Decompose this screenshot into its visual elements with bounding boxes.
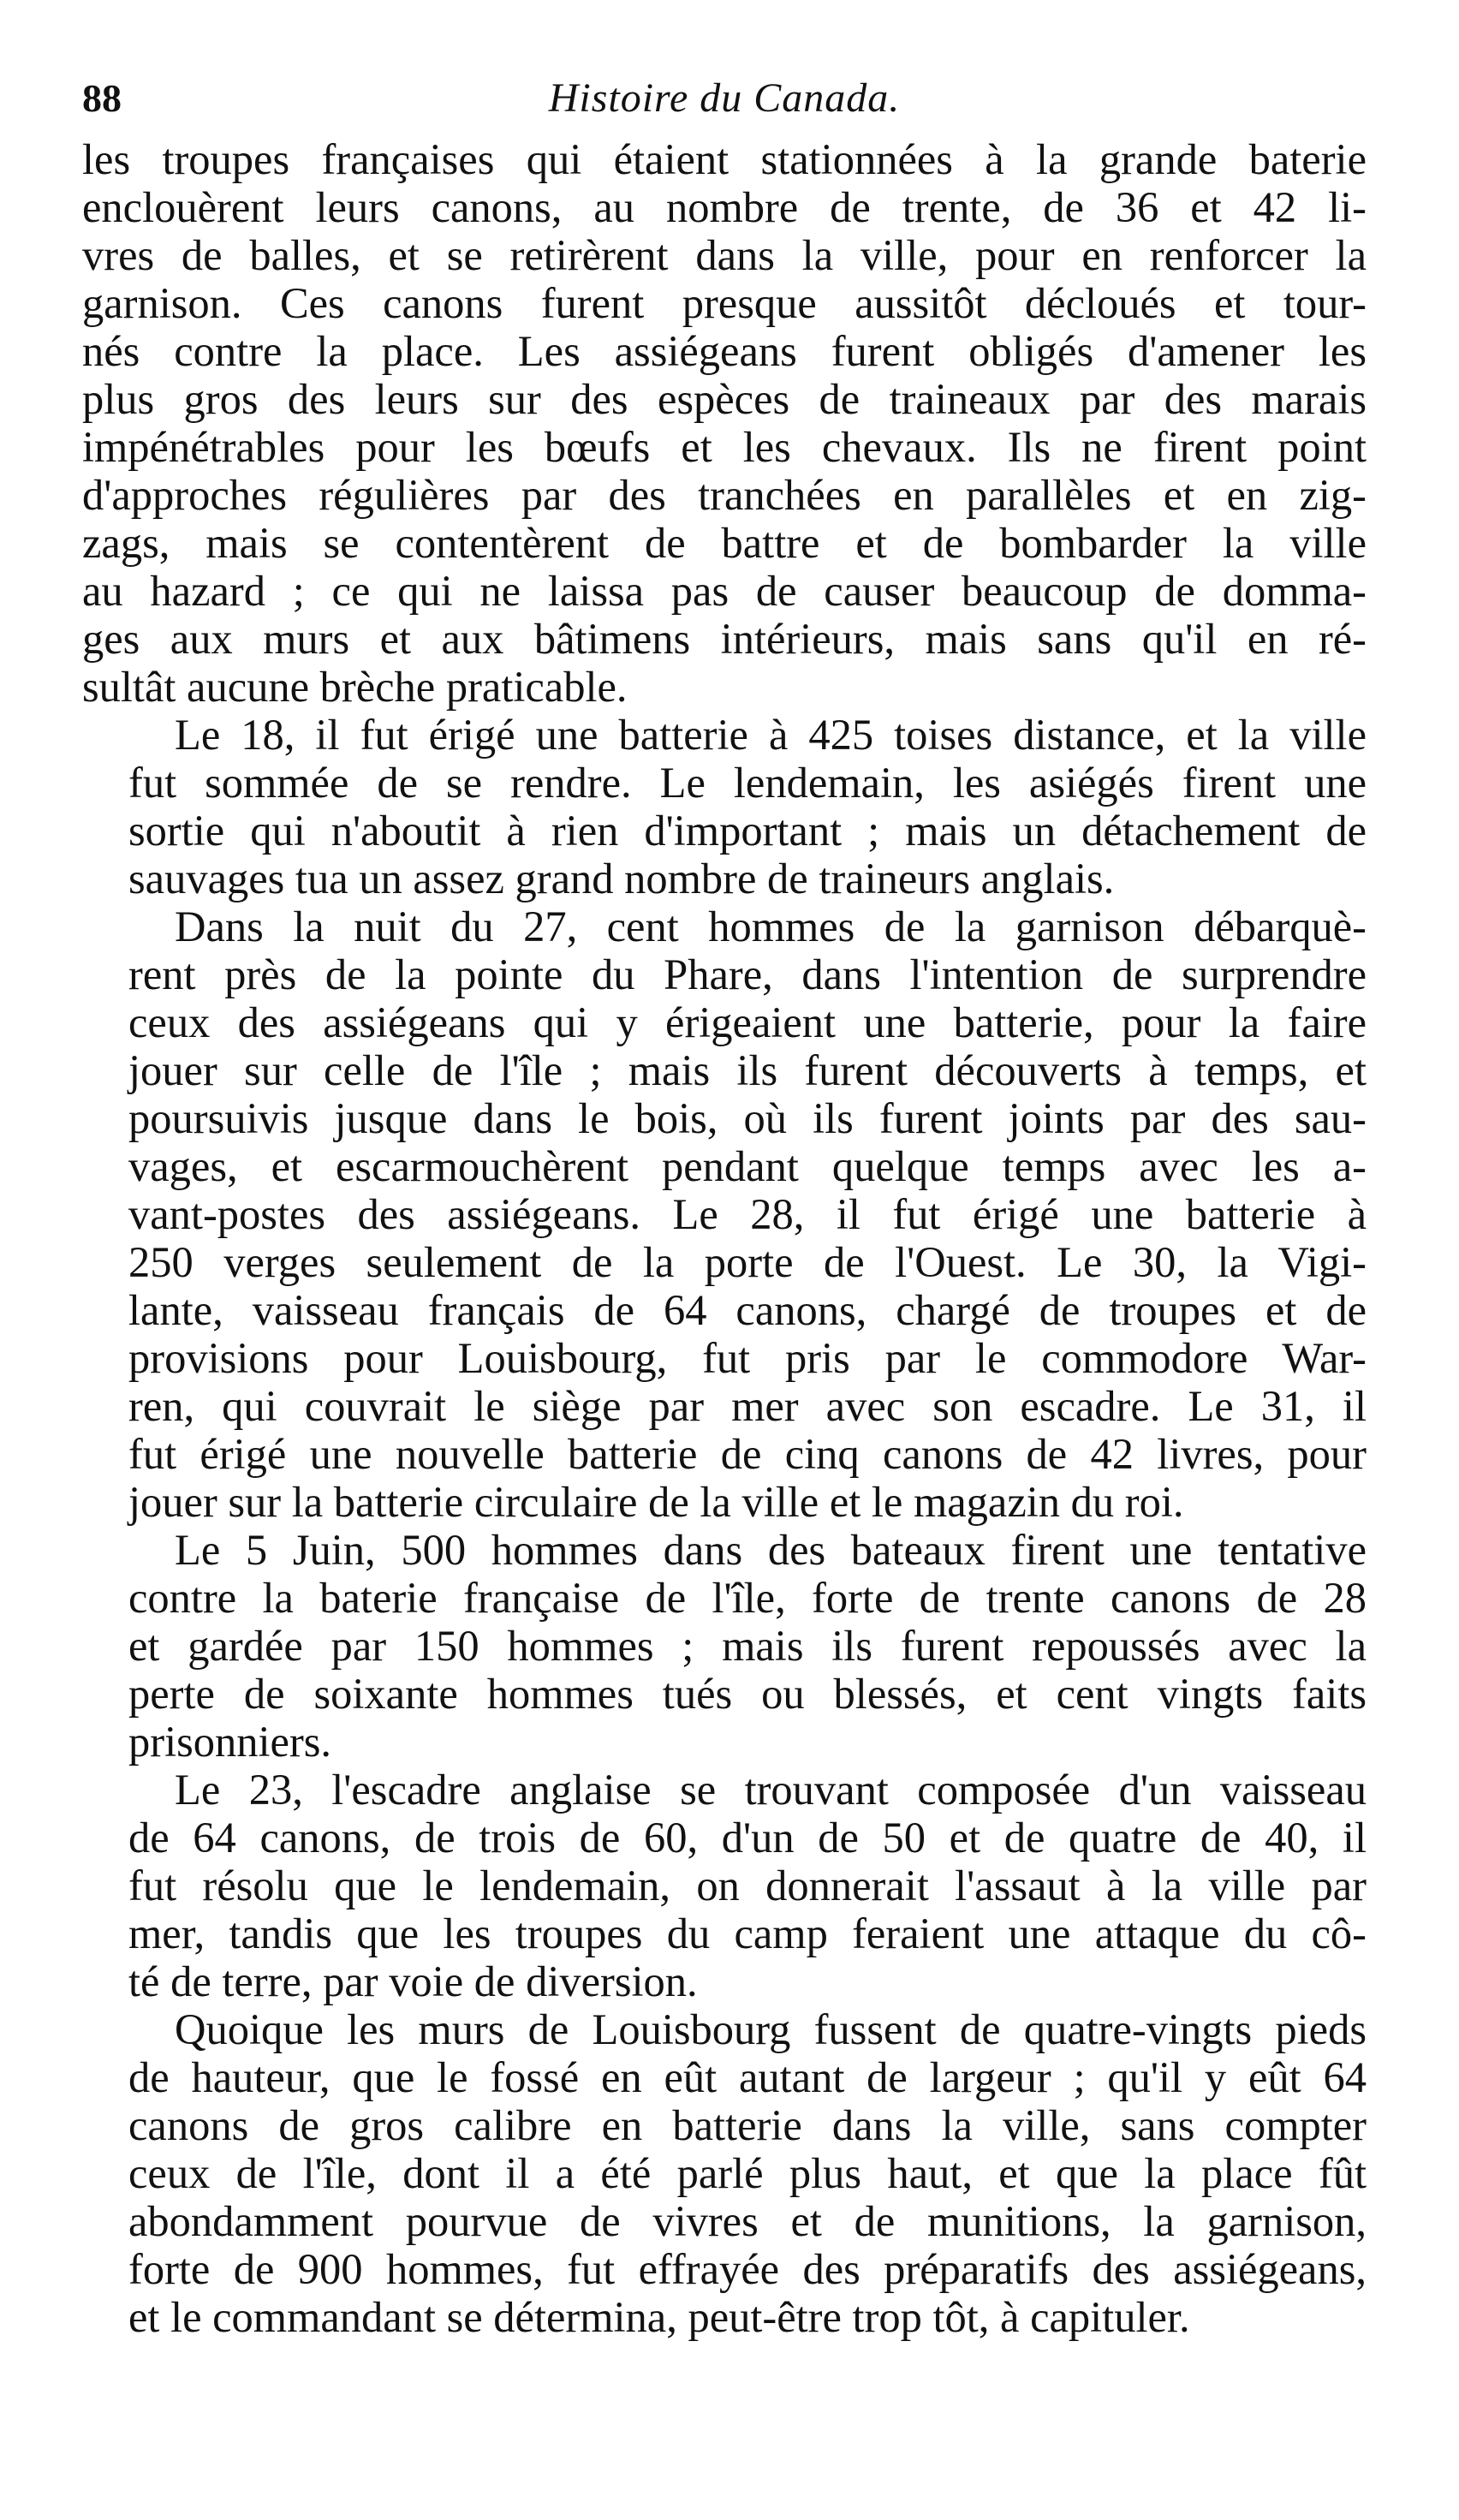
body-text: [82, 135, 1367, 2341]
book-page: [82, 69, 1367, 2466]
text-line: sultât aucune brèche praticable.: [82, 663, 628, 711]
page-number: 88: [82, 76, 122, 120]
text-line: canons de gros calibre en batterie dans la ville, sans compter: [128, 2101, 1367, 2149]
text-line: sauvages tua un assez grand nombre de traineurs anglais.: [128, 855, 1115, 903]
text-line: vant-postes des assiégeans. Le 28, il fut érigé une batterie à: [128, 1190, 1367, 1238]
text-line: zags, mais se contentèrent de battre et de bombarder la ville: [82, 519, 1367, 567]
text-line: de hauteur, que le fossé en eût autant de largeur ; qu'il y eût 64: [128, 2053, 1367, 2101]
text-line: fut résolu que le lendemain, on donnerait l'assaut à la ville par: [128, 1862, 1367, 1909]
text-line: au hazard ; ce qui ne laissa pas de causer beaucoup de dommа-: [82, 567, 1367, 615]
paragraph: [82, 903, 1367, 1526]
text-line: contre la baterie française de l'île, forte de trente canons de 28: [128, 1574, 1367, 1622]
text-line: jouer sur la batterie circulaire de la ville et le magazin du roi.: [128, 1478, 1184, 1526]
paragraph: [82, 1526, 1367, 1766]
text-line: nés contre la place. Les assiégeans furent obligés d'amener les: [82, 327, 1367, 375]
text-line: sortie qui n'aboutit à rien d'important ; mais un détachement de: [128, 807, 1367, 855]
text-line: 250 verges seulement de la porte de l'Ouest. Le 30, la Vigi-: [128, 1238, 1367, 1286]
text-line: ges aux murs et aux bâtimens intérieurs, mais sans qu'il en ré-: [82, 615, 1367, 663]
running-head: [82, 69, 1367, 128]
text-line: enclouèrent leurs canons, au nombre de trente, de 36 et 42 li-: [82, 183, 1367, 231]
text-line: perte de soixante hommes tués ou blessés, et cent vingts faits: [128, 1670, 1367, 1718]
text-line: abondamment pourvue de vivres et de munitions, la garnison,: [128, 2197, 1367, 2245]
text-line: poursuivis jusque dans le bois, où ils furent joints par des sau-: [128, 1094, 1367, 1142]
paragraph: [82, 2005, 1367, 2341]
text-line: Quoique les murs de Louisbourg fussent de quatre-vingts pieds: [175, 2005, 1367, 2053]
text-line: provisions pour Louisbourg, fut pris par le commodore War-: [128, 1334, 1367, 1382]
text-line: forte de 900 hommes, fut effrayée des préparatifs des assiégeans,: [128, 2245, 1367, 2293]
paragraph: [82, 135, 1367, 711]
text-line: mer, tandis que les troupes du camp feraient une attaque du cô-: [128, 1909, 1367, 1957]
text-line: ceux des assiégeans qui y érigeaient une batterie, pour la faire: [128, 998, 1367, 1046]
text-line: té de terre, par voie de diversion.: [128, 1957, 698, 2005]
paragraph: [82, 711, 1367, 903]
text-line: jouer sur celle de l'île ; mais ils furent découverts à temps, et: [128, 1046, 1367, 1094]
text-line: plus gros des leurs sur des espèces de traineaux par des marais: [82, 375, 1367, 423]
text-line: d'approches régulières par des tranchées en parallèles et en zig-: [82, 471, 1367, 519]
text-line: Le 23, l'escadre anglaise se trouvant composée d'un vaisseau: [175, 1766, 1367, 1814]
text-line: prisonniers.: [128, 1718, 332, 1766]
text-line: impénétrables pour les bœufs et les chevaux. Ils ne firent point: [82, 423, 1367, 471]
text-line: rent près de la pointe du Phare, dans l'intention de surprendre: [128, 950, 1367, 998]
text-line: fut sommée de se rendre. Le lendemain, les asiégés firent une: [128, 759, 1367, 807]
text-line: les troupes françaises qui étaient stationnées à la grande baterie: [82, 135, 1367, 183]
text-line: Le 5 Juin, 500 hommes dans des bateaux firent une tentative: [175, 1526, 1367, 1574]
running-title: Histoire du Canada.: [548, 75, 901, 121]
text-line: Le 18, il fut érigé une batterie à 425 toises distance, et la ville: [175, 711, 1367, 759]
text-line: vages, et escarmouchèrent pendant quelque temps avec les a-: [128, 1142, 1367, 1190]
paragraph: [82, 1766, 1367, 2005]
text-line: fut érigé une nouvelle batterie de cinq canons de 42 livres, pour: [128, 1430, 1367, 1478]
text-line: lante, vaisseau français de 64 canons, chargé de troupes et de: [128, 1286, 1367, 1334]
text-line: Dans la nuit du 27, cent hommes de la garnison débarquè-: [175, 903, 1367, 950]
text-line: ren, qui couvrait le siège par mer avec son escadre. Le 31, il: [128, 1382, 1367, 1430]
text-line: et gardée par 150 hommes ; mais ils furent repoussés avec la: [128, 1622, 1367, 1670]
text-line: garnison. Ces canons furent presque aussitôt décloués et tour-: [82, 279, 1367, 327]
text-line: de 64 canons, de trois de 60, d'un de 50 et de quatre de 40, il: [128, 1814, 1367, 1862]
text-line: vres de balles, et se retirèrent dans la ville, pour en renforcer la: [82, 231, 1367, 279]
text-line: ceux de l'île, dont il a été parlé plus haut, et que la place fût: [128, 2149, 1367, 2197]
text-line: et le commandant se détermina, peut-être trop tôt, à capituler.: [128, 2293, 1190, 2341]
